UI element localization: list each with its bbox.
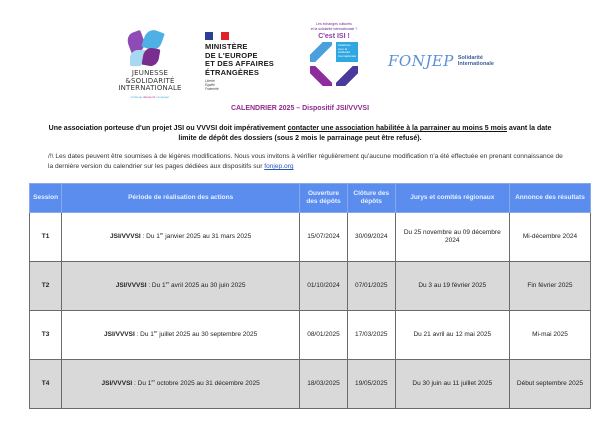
table-row xyxy=(30,311,591,360)
close-date-cell: 19/05/2025 xyxy=(347,360,395,409)
close-date-cell: 17/03/2025 xyxy=(347,311,395,360)
jury-cell: Du 30 juin au 11 juillet 2025 xyxy=(395,360,509,409)
col-jury: Jurys et comités régionaux xyxy=(395,184,509,213)
session-cell: T3 xyxy=(30,311,62,360)
arrows-icon xyxy=(300,42,368,86)
calendar-table xyxy=(29,183,591,409)
col-results: Annonce des résultats xyxy=(509,184,590,213)
motto-line: Liberté xyxy=(205,79,215,83)
arrow-up-right-icon xyxy=(310,66,332,86)
fonjep-link[interactable]: fonjep.org xyxy=(264,163,294,170)
open-date-cell: 18/03/2025 xyxy=(300,360,348,409)
table-row xyxy=(30,213,591,262)
col-session: Session xyxy=(30,184,62,213)
jsi-line: INTERNATIONALE xyxy=(118,84,182,92)
period-cell: JSI/VVVSI : Du 1er janvier 2025 au 31 mars 2025 xyxy=(62,213,300,262)
result-cell: Fin février 2025 xyxy=(509,262,590,311)
table-row xyxy=(30,262,591,311)
motto-line: Fraternité xyxy=(205,87,219,91)
cest-isi-headline: C'est ISI ! xyxy=(318,33,350,40)
cest-question-line: et la solidarité internationale ? xyxy=(310,26,358,31)
french-flag-icon xyxy=(205,32,229,40)
period-cell: JSI/VVVSI : Du 1er juillet 2025 au 30 septembre 2025 xyxy=(62,311,300,360)
session-cell: T1 xyxy=(30,213,62,262)
session-cell: T4 xyxy=(30,360,62,409)
butterfly-icon xyxy=(112,30,188,70)
cest-question-line: Les échanges culturels xyxy=(316,22,352,26)
fonjep-sub-line: Solidarité xyxy=(457,55,483,61)
jsi-logo xyxy=(112,30,188,108)
intro-paragraph: Une association porteuse d'un projet JSI ou VVVSI doit impérativement contacter une association habilitée à la parrainer au moins 5 mois avant la date limite de dépôt des dossiers (sous 2 mois le parrainage peut être refusé). xyxy=(48,125,552,142)
motto-line: Égalité xyxy=(205,83,215,87)
result-cell: Début septembre 2025 xyxy=(509,360,590,409)
result-cell: Mi-mai 2025 xyxy=(509,311,590,360)
fonjep-sub-line: Internationale xyxy=(457,61,494,67)
result-cell: Mi-décembre 2024 xyxy=(509,213,590,262)
col-close: Clôture des dépôts xyxy=(347,184,395,213)
open-date-cell: 01/10/2024 xyxy=(300,262,348,311)
ministry-name-line: ET DES AFFAIRES xyxy=(205,59,274,68)
cest-isi-logo xyxy=(300,22,368,106)
arrow-up-left-icon xyxy=(336,66,358,86)
fonjep-wordmark: FONJEP xyxy=(388,52,454,70)
ministry-name-line: DE L'EUROPE xyxy=(205,50,258,60)
jsi-line: JEUNESSE xyxy=(131,69,169,77)
jsi-tagline: échange découvrir s'engager xyxy=(130,94,170,99)
jsi-line: &SOLIDARITÉ xyxy=(125,76,175,85)
ministry-logo xyxy=(205,32,290,102)
col-period: Période de réalisation des actions xyxy=(62,184,300,213)
isi-box: Initiatives pour la solidarité internationale xyxy=(336,42,358,62)
open-date-cell: 15/07/2024 xyxy=(300,213,348,262)
page-title: CALENDRIER 2025 – Dispositif JSI/VVVSI xyxy=(230,105,370,112)
intro-emphasis: contacter une association habilitée à la parrainer au moins 5 mois xyxy=(287,125,507,132)
period-cell: JSI/VVVSI : Du 1er avril 2025 au 30 juin 2025 xyxy=(62,262,300,311)
logo-bar xyxy=(0,20,600,105)
jury-cell: Du 3 au 19 février 2025 xyxy=(395,262,509,311)
period-cell: JSI/VVVSI : Du 1er octobre 2025 au 31 décembre 2025 xyxy=(62,360,300,409)
fonjep-logo xyxy=(388,52,494,70)
col-open: Ouverture des dépôts xyxy=(300,184,348,213)
open-date-cell: 08/01/2025 xyxy=(300,311,348,360)
table-row xyxy=(30,360,591,409)
table-header-row xyxy=(30,184,591,213)
jury-cell: Du 25 novembre au 09 décembre 2024 xyxy=(395,213,509,262)
close-date-cell: 07/01/2025 xyxy=(347,262,395,311)
session-cell: T2 xyxy=(30,262,62,311)
warning-note: /!\ Les dates peuvent être soumises à de légères modifications. Nous vous invitons à vérifier régulièrement qu'aucune modification n'a été effectuée en prenant connaissance de la dernière version du calendrier sur les pages dédiées aux dispositifs sur fonjep.org xyxy=(48,153,563,170)
arrow-down-right-icon xyxy=(310,42,332,62)
ministry-name-line: ÉTRANGÈRES xyxy=(205,67,260,77)
jury-cell: Du 21 avril au 12 mai 2025 xyxy=(395,311,509,360)
close-date-cell: 30/09/2024 xyxy=(347,213,395,262)
ministry-name-line: MINISTÈRE xyxy=(205,42,248,51)
